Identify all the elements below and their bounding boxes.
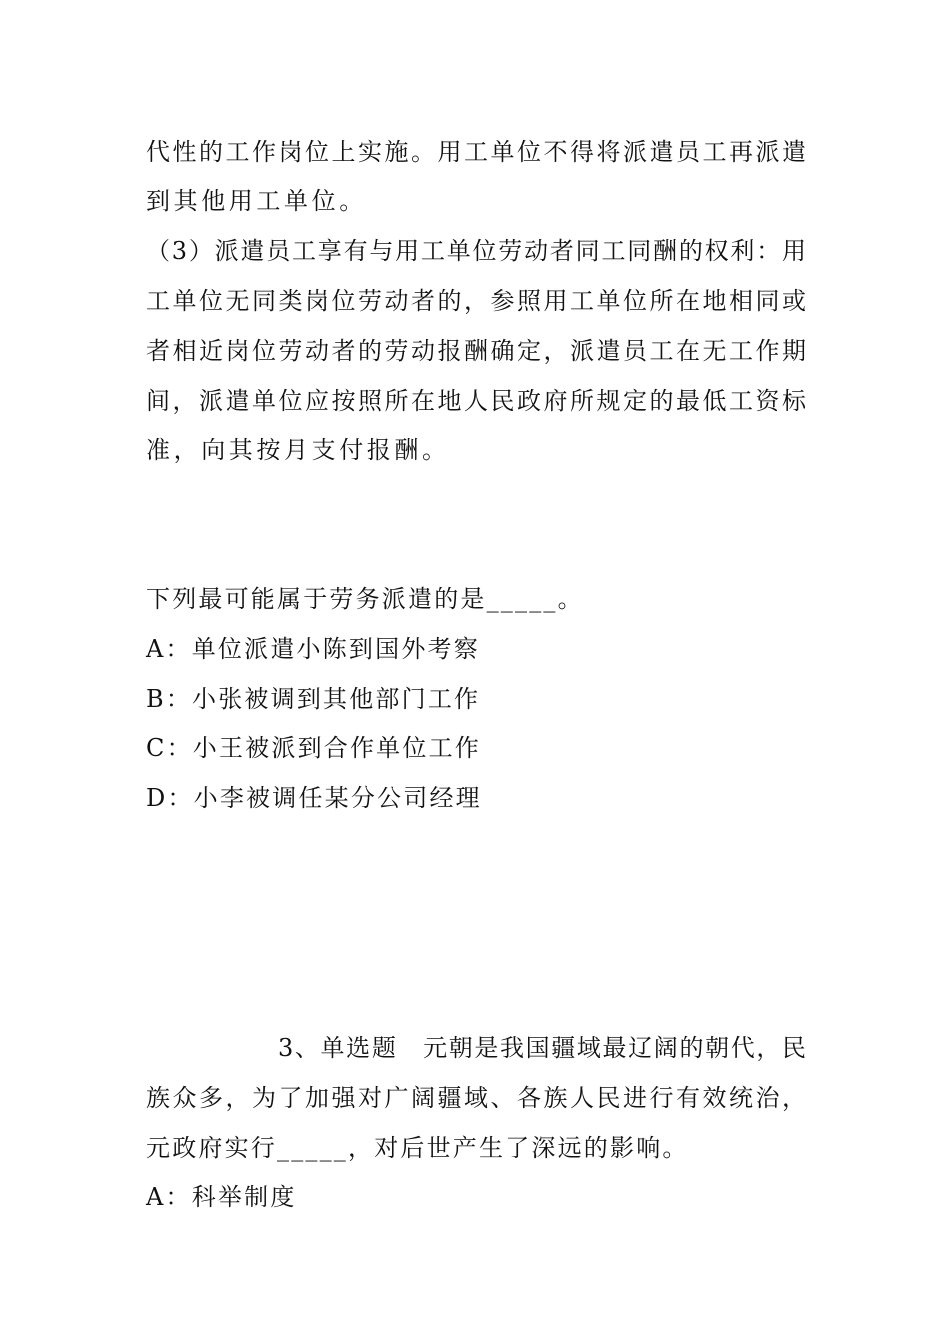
passage-line: 者相近岗位劳动者的劳动报酬确定，派遣员工在无工作期 xyxy=(146,337,806,365)
passage-line: 工单位无同类岗位劳动者的，参照用工单位所在地相同或 xyxy=(146,287,806,315)
option-d: D：小李被调任某分公司经理 xyxy=(146,784,482,812)
option-b: B：小张被调到其他部门工作 xyxy=(146,685,481,713)
question-stem: 3、单选题 元朝是我国疆域最辽阔的朝代，民 xyxy=(278,1034,806,1062)
question-stem: 下列最可能属于劳务派遣的是_____。 xyxy=(146,585,584,613)
passage-line: （3）派遣员工享有与用工单位劳动者同工同酬的权利：用 xyxy=(146,237,806,265)
passage-line: 间，派遣单位应按照所在地人民政府所规定的最低工资标 xyxy=(146,387,806,415)
option-a: A：科举制度 xyxy=(146,1183,297,1211)
passage-line: 到其他用工单位。 xyxy=(146,187,367,215)
question-stem: 元政府实行_____，对后世产生了深远的影响。 xyxy=(146,1134,689,1162)
option-c: C：小王被派到合作单位工作 xyxy=(146,734,481,762)
passage-line: 代性的工作岗位上实施。用工单位不得将派遣员工再派遣 xyxy=(146,138,806,166)
option-a: A：单位派遣小陈到国外考察 xyxy=(146,635,480,663)
question-stem: 族众多，为了加强对广阔疆域、各族人民进行有效统治， xyxy=(146,1084,806,1112)
passage-line: 准，向其按月支付报酬。 xyxy=(146,436,450,464)
